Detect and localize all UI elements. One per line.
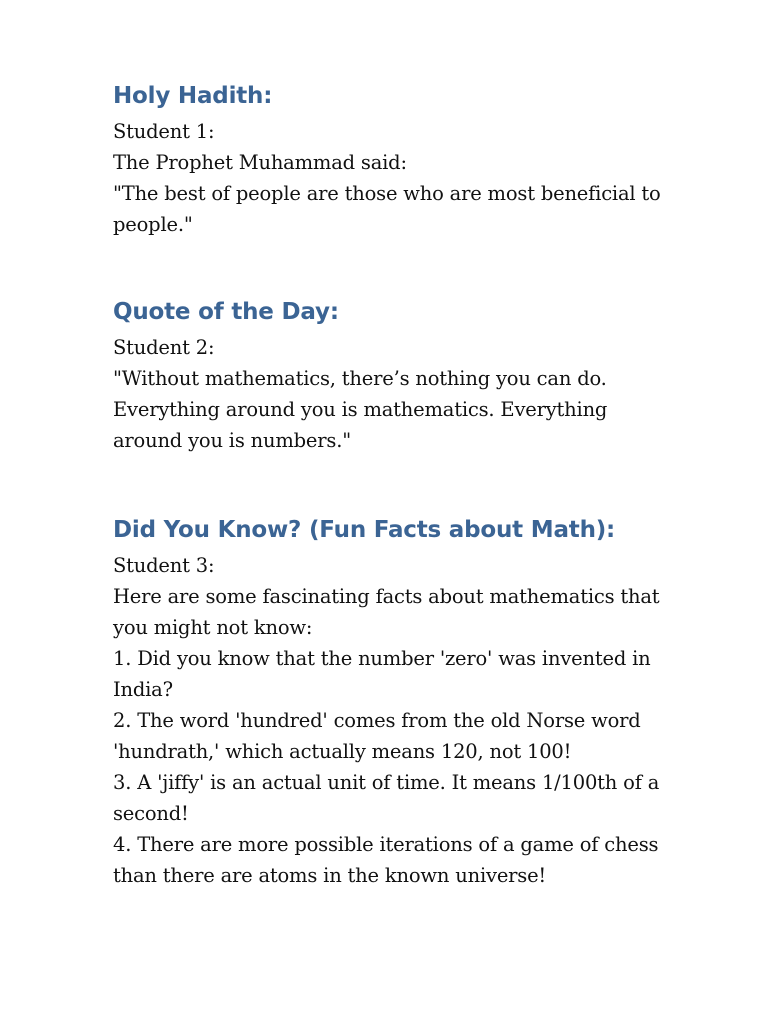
text-line: Everything around you is mathematics. Everything — [113, 398, 608, 421]
text-line: Student 3: — [113, 554, 215, 577]
text-line: 4. There are more possible iterations of a game of chess — [113, 833, 659, 856]
text-line: The Prophet Muhammad said: — [113, 151, 407, 174]
section-body — [113, 550, 673, 891]
text-line: Here are some fascinating facts about mathematics that — [113, 585, 660, 608]
text-line: 'hundrath,' which actually means 120, not 100! — [113, 740, 572, 763]
text-line: you might not know: — [113, 616, 313, 639]
section-heading: Holy Hadith: — [113, 83, 273, 109]
section-body — [113, 332, 673, 456]
section-holy-hadith — [113, 82, 673, 240]
section-quote-of-the-day — [113, 298, 673, 456]
text-line: 3. A 'jiffy' is an actual unit of time. It means 1/100th of a — [113, 771, 660, 794]
text-line: Student 2: — [113, 336, 215, 359]
text-line: around you is numbers." — [113, 429, 351, 452]
section-heading: Did You Know? (Fun Facts about Math): — [113, 517, 616, 543]
section-fun-facts — [113, 516, 673, 891]
text-line: than there are atoms in the known universe! — [113, 864, 547, 887]
section-body — [113, 116, 673, 240]
text-line: "Without mathematics, there’s nothing you can do. — [113, 367, 607, 390]
text-line: 2. The word 'hundred' comes from the old Norse word — [113, 709, 641, 732]
document-page — [113, 82, 673, 891]
text-line: second! — [113, 802, 189, 825]
text-line: 1. Did you know that the number 'zero' was invented in — [113, 647, 651, 670]
section-heading: Quote of the Day: — [113, 299, 339, 325]
text-line: Student 1: — [113, 120, 215, 143]
text-line: India? — [113, 678, 173, 701]
text-line: "The best of people are those who are most beneficial to — [113, 182, 661, 205]
text-line: people." — [113, 213, 193, 236]
